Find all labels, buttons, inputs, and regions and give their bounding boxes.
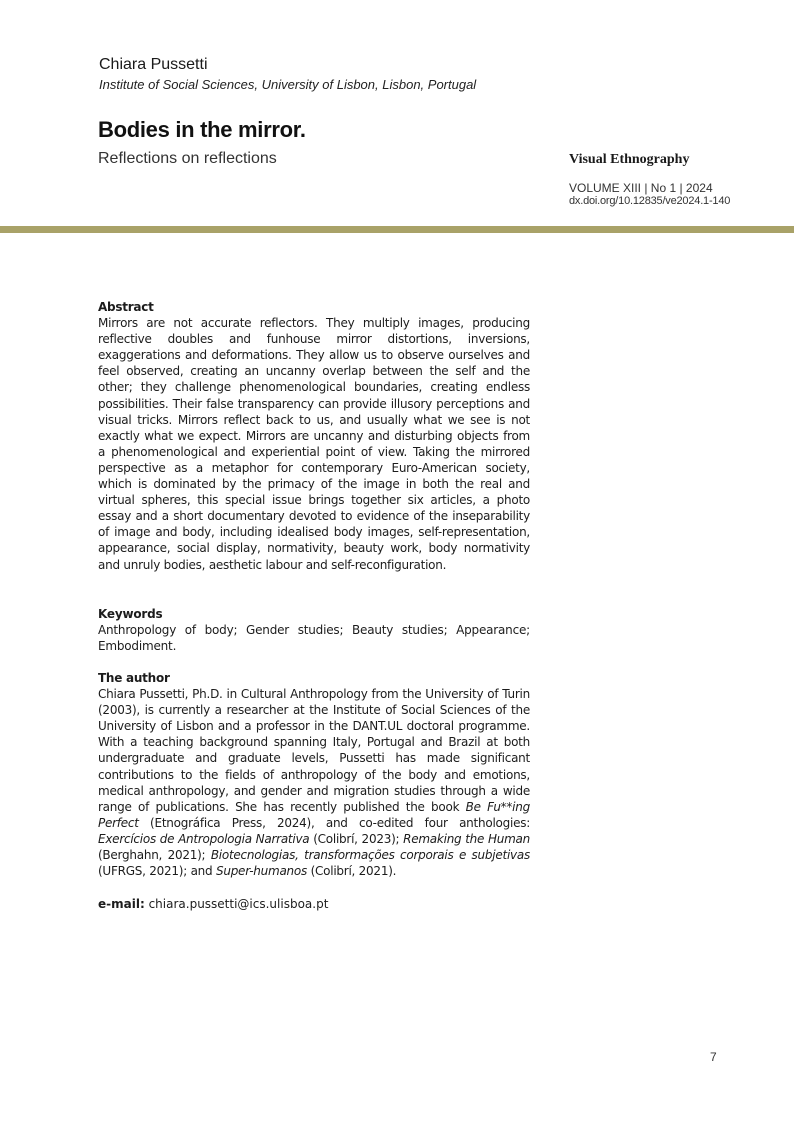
keywords-heading: Keywords — [98, 607, 163, 621]
author-name: Chiara Pussetti — [99, 56, 208, 73]
page-number: 7 — [710, 1050, 717, 1064]
abstract-heading: Abstract — [98, 300, 154, 314]
author-affiliation: Institute of Social Sciences, University of Lisbon, Lisbon, Portugal — [99, 77, 477, 92]
bio-text-part: (UFRGS, 2021); and — [98, 864, 216, 879]
author-bio-heading: The author — [98, 671, 170, 685]
book-title: Super-humanos — [215, 864, 308, 879]
author-bio-text — [98, 686, 530, 879]
author-bio-section — [98, 670, 530, 879]
book-title: Be Fu**ing Perfect — [98, 799, 530, 830]
email-label: e-mail: — [98, 897, 145, 911]
email-address[interactable]: chiara.pussetti@ics.ulisboa.pt — [148, 897, 329, 911]
bio-text-part: (Berghahn, 2021); — [98, 848, 211, 863]
abstract-text: Mirrors are not accurate reflectors. They multiply images, producing reflective doubles and funhouse mirror distortions, inversions, exaggerations and deformations. They allow us to observe ourselves and feel observed, creating an uncanny overlap between the self and the other; they challenge phenomenological boundaries, creating endless possibilities. Their false transparency can provide illusory perceptions and visual tricks. Mirrors reflect back to us, and usually what we see is not exactly what we expect. Mirrors are uncanny and disturbing objects from a phenomenological and experiential point of view. Taking the mirrored perspective as a metaphor for contemporary Euro-American society, which is dominated by the primacy of the image in both the real and virtual spheres, this special issue brings together six articles, a photo essay and a short documentary devoted to evidence of the inseparability of image and body, including idealised body images, self-representation, appearance, social display, normativity, beauty work, body normativity and unruly bodies, aesthetic labour and self-reconfiguration. — [98, 316, 530, 572]
bio-text-part: (Colibrí, 2023); — [309, 831, 404, 846]
keywords-section — [98, 606, 530, 654]
article-title: Bodies in the mirror. — [98, 117, 306, 142]
bio-text-part: Chiara Pussetti, Ph.D. in Cultural Anthropology from the University of Turin (2003), is currently a researcher at the Institute of Social Sciences of the University of Lisbon and a professor in the DANT.UL doctoral programme. With a teaching background spanning Italy, Portugal and Brazil at both undergraduate and graduate levels, Pussetti has made significant contributions to the fields of anthropology of the body and emotions, medical anthropology, and gender and migration studies through a wide range of publications. She has recently published the book — [98, 687, 530, 814]
book-title: Exercícios de Antropologia Narrativa — [98, 831, 310, 846]
volume-info: VOLUME XIII | No 1 | 2024 — [569, 181, 713, 195]
article-subtitle: Reflections on reflections — [98, 150, 277, 167]
bio-text-part: (Colibrí, 2021). — [307, 864, 397, 879]
keywords-text: Anthropology of body; Gender studies; Beauty studies; Appearance; Embodiment. — [98, 623, 530, 654]
book-title: Remaking the Human — [403, 831, 530, 846]
book-title: Biotecnologias, transformações corporais e subjetivas — [210, 848, 530, 863]
abstract-section — [98, 299, 530, 573]
header-divider — [0, 226, 794, 233]
doi-link[interactable]: dx.doi.org/10.12835/ve2024.1-140 — [569, 195, 731, 207]
bio-text-part: (Etnográfica Press, 2024), and co-edited four anthologies: — [138, 815, 530, 830]
journal-name: Visual Ethnography — [569, 152, 690, 167]
email-line — [98, 896, 530, 912]
